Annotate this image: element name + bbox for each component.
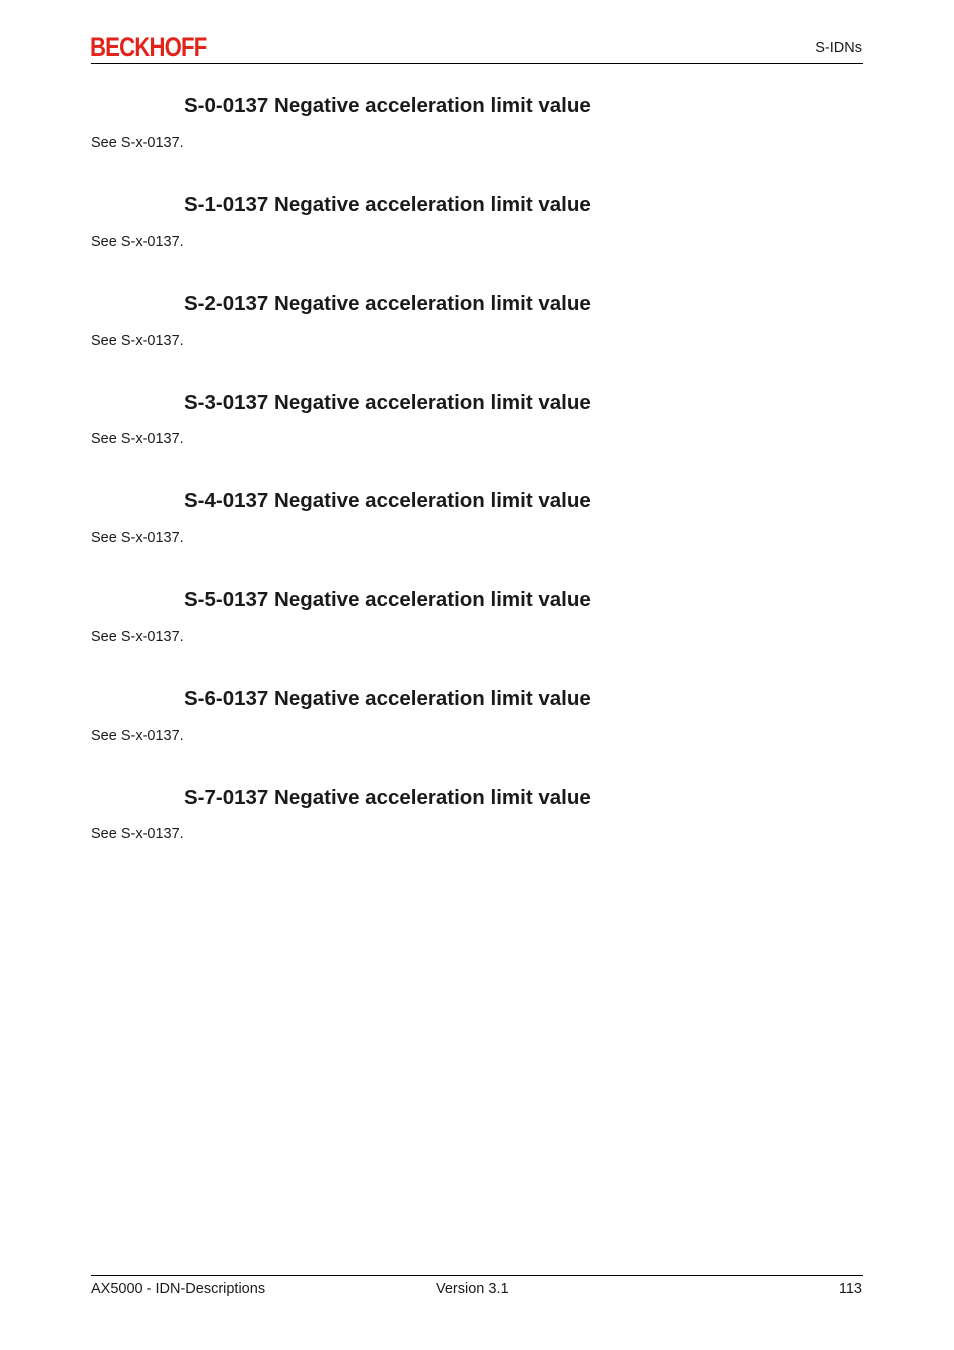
section-title: S-7-0137 Negative acceleration limit value	[184, 786, 591, 809]
section-title: S-6-0137 Negative acceleration limit value	[184, 687, 591, 710]
section-title: S-2-0137 Negative acceleration limit value	[184, 292, 591, 315]
section-body: See S-x-0137.	[91, 431, 184, 447]
section-title: S-0-0137 Negative acceleration limit value	[184, 94, 591, 117]
footer-page-number: 113	[838, 1281, 862, 1297]
section-title: S-1-0137 Negative acceleration limit value	[184, 193, 591, 216]
footer-version: Version 3.1	[436, 1281, 509, 1297]
beckhoff-logo: BECKHOFF	[90, 32, 207, 62]
section-body: See S-x-0137.	[91, 135, 184, 151]
section-body: See S-x-0137.	[91, 530, 184, 546]
header-divider	[91, 63, 863, 64]
section-title: S-5-0137 Negative acceleration limit value	[184, 588, 591, 611]
section-body: See S-x-0137.	[91, 234, 184, 250]
section-title: S-3-0137 Negative acceleration limit value	[184, 391, 591, 414]
section-body: See S-x-0137.	[91, 728, 184, 744]
header-section-label: S-IDNs	[815, 40, 862, 56]
footer-divider	[91, 1275, 863, 1276]
section-title: S-4-0137 Negative acceleration limit value	[184, 489, 591, 512]
section-body: See S-x-0137.	[91, 629, 184, 645]
section-body: See S-x-0137.	[91, 826, 184, 842]
section-body: See S-x-0137.	[91, 333, 184, 349]
footer-doc-name: AX5000 - IDN-Descriptions	[91, 1281, 266, 1297]
